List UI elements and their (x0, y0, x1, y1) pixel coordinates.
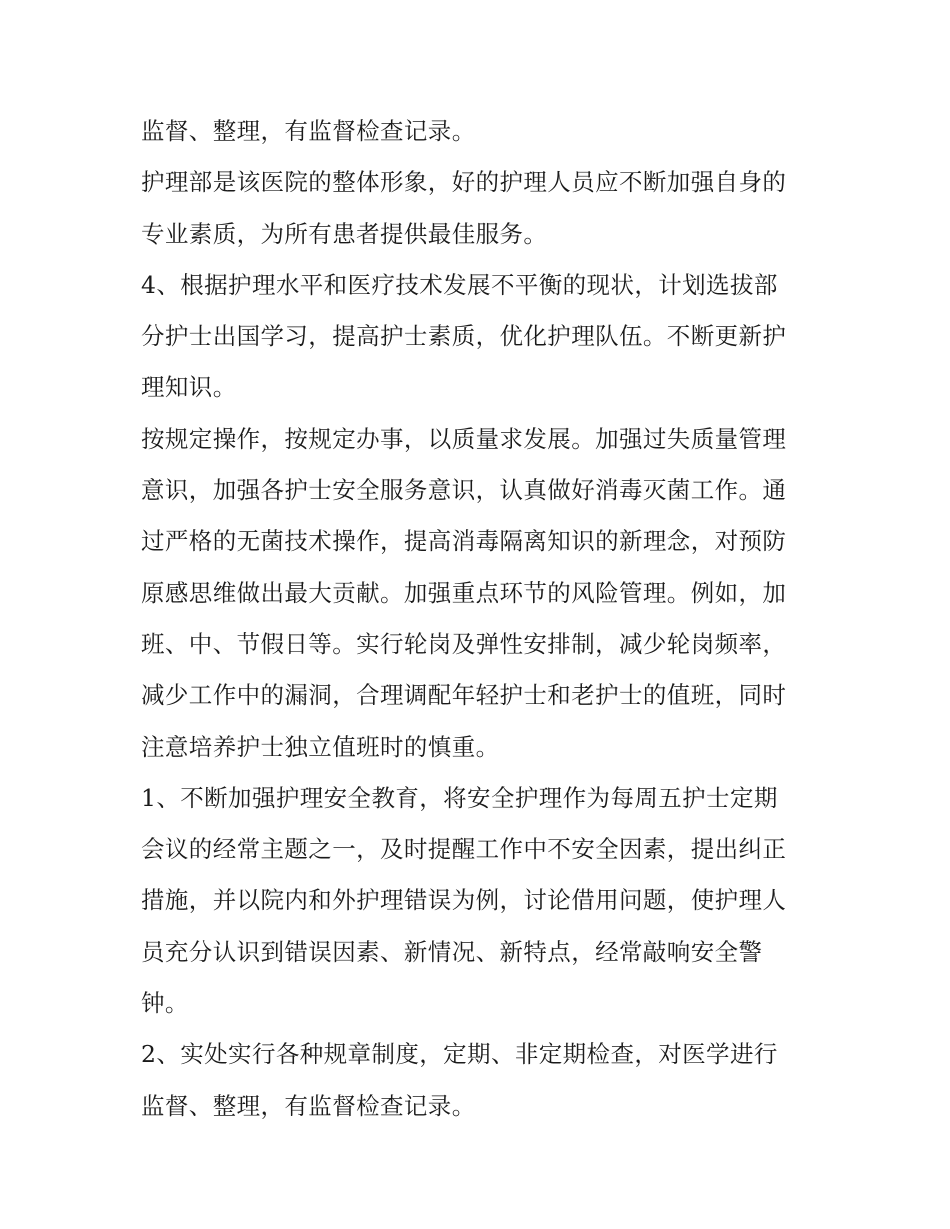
text-line: 按规定操作，按规定办事，以质量求发展。加强过失质量管理 (141, 424, 787, 453)
text-line: 员充分认识到错误因素、新情况、新特点，经常敲响安全警 (141, 937, 763, 966)
text-line: 监督、整理，有监督检查记录。 (141, 1091, 476, 1120)
text-line: 班、中、节假日等。实行轮岗及弹性安排制，减少轮岗频率， (141, 629, 787, 658)
text-line: 1、不断加强护理安全教育，将安全护理作为每周五护士定期 (141, 783, 778, 812)
text-line: 监督、整理，有监督检查记录。 (141, 117, 476, 145)
text-line: 护理部是该医院的整体形象，好的护理人员应不断加强自身的 (141, 168, 787, 197)
text-line: 原感思维做出最大贡献。加强重点环节的风险管理。例如，加 (141, 578, 787, 607)
document-body (141, 106, 821, 1132)
text-line: 分护士出国学习，提高护士素质，优化护理队伍。不断更新护 (141, 322, 787, 351)
text-line: 专业素质，为所有患者提供最佳服务。 (141, 219, 548, 248)
text-line: 2、实处实行各种规章制度，定期、非定期检查，对医学进行 (141, 1040, 778, 1069)
text-line: 注意培养护士独立值班时的慎重。 (141, 732, 500, 761)
text-line: 过严格的无菌技术操作，提高消毒隔离知识的新理念，对预防 (141, 527, 787, 556)
text-line: 意识，加强各护士安全服务意识，认真做好消毒灭菌工作。通 (141, 476, 787, 505)
text-line: 4、根据护理水平和医疗技术发展不平衡的现状，计划选拔部 (141, 270, 778, 299)
text-line: 减少工作中的漏洞，合理调配年轻护士和老护士的值班，同时 (141, 681, 787, 710)
text-line: 钟。 (141, 989, 189, 1018)
text-line: 理知识。 (141, 373, 237, 402)
text-line: 措施，并以院内和外护理错误为例，讨论借用问题，使护理人 (141, 886, 787, 915)
text-line: 会议的经常主题之一，及时提醒工作中不安全因素，提出纠正 (141, 835, 787, 864)
